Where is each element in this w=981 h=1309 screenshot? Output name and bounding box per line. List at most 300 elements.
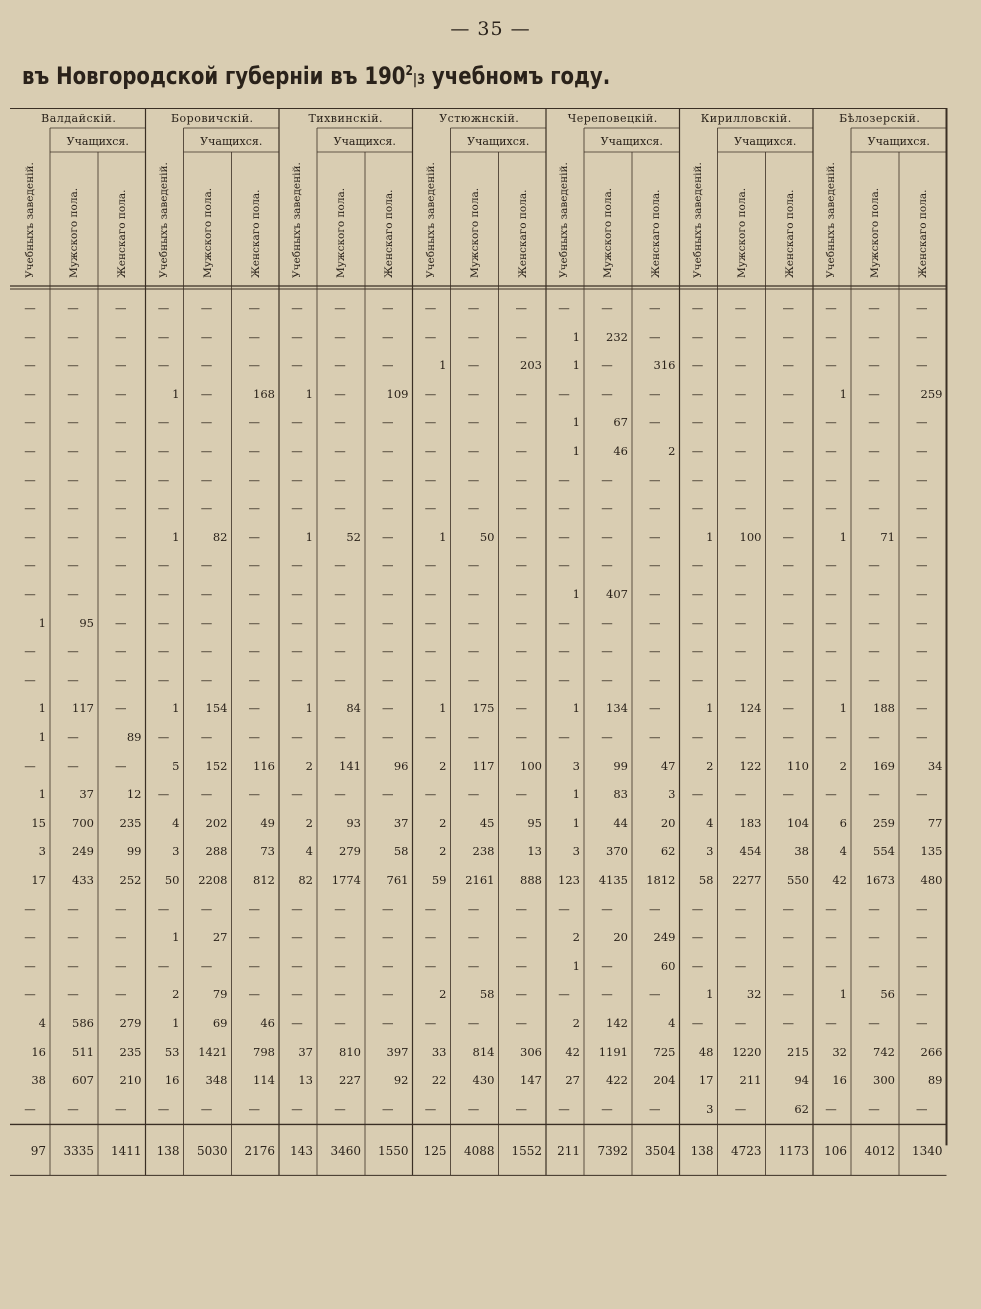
table-cell: 1421 [198,1044,228,1059]
heading-text: въ Новгородской губерніи въ 190 [22,62,406,90]
table-cell: 1673 [865,873,895,887]
table-cell: — [515,901,527,916]
table-cell: — [691,587,704,601]
table-cell: — [515,444,527,458]
table-cell: — [67,329,79,344]
table-cell: — [649,386,661,401]
table-cell: 169 [873,758,895,773]
table-cell: 1 [572,787,580,802]
table-cell: — [382,358,394,373]
table-cell: — [649,501,661,516]
table-cell: 34 [927,758,943,773]
table-cell: — [157,615,170,630]
table-cell: — [782,329,794,344]
table-cell: 38 [794,844,809,859]
table-cell: — [24,672,36,687]
table-cell: 554 [873,844,895,859]
table-cell: — [115,1101,127,1116]
table-cell: — [467,958,480,973]
table-cell: 20 [660,815,676,830]
table-cell: 62 [660,844,676,859]
table-cell: 32 [746,987,762,1002]
institutions-header: Учебныхъ заведеній. [424,162,437,278]
total-cell: 138 [156,1144,180,1159]
table-cell: — [248,358,260,373]
table-cell: — [334,930,346,945]
table-cell: 42 [565,1044,580,1059]
table-cell: — [115,444,127,458]
table-cell: 607 [72,1073,94,1088]
table-cell: 77 [927,815,943,830]
table-cell: — [691,415,704,430]
table-cell: — [782,730,794,744]
table-cell: 17 [31,873,46,887]
table-cell: — [334,987,346,1002]
table-cell: — [115,758,127,773]
table-cell: — [248,529,260,544]
table-cell: — [691,958,704,973]
table-cell: — [424,501,437,516]
table-cell: — [248,1101,260,1116]
table-cell: 2 [172,987,180,1002]
heading-sub: |3 [412,72,426,88]
table-cell: — [24,501,36,516]
table-cell: — [157,672,170,687]
table-cell: — [382,415,394,430]
table-cell: 3 [572,844,580,859]
table-cell: — [601,386,613,401]
table-cell: — [558,301,570,315]
table-cell: — [515,787,527,802]
table-cell: — [601,1101,613,1116]
students-header: Учащихся. [600,135,663,148]
table-cell: — [515,329,527,344]
table-cell: 422 [606,1073,628,1088]
total-cell: 106 [824,1144,847,1159]
table-cell: — [424,587,437,601]
table-cell: 235 [119,1044,142,1059]
table-cell: 1 [572,444,580,458]
table-cell: 99 [613,758,628,773]
table-cell: — [248,415,260,430]
table-cell: — [782,386,794,401]
table-cell: — [157,1101,170,1116]
table-cell: 142 [606,1016,628,1030]
table-cell: — [382,730,394,744]
table-cell: 134 [606,701,628,716]
table-cell: — [24,1101,36,1116]
table-cell: — [467,444,480,458]
table-cell: — [782,501,794,516]
table-cell: 16 [31,1044,46,1059]
table-cell: — [157,301,170,315]
table-cell: — [467,1016,480,1030]
table-cell: 37 [79,787,94,802]
table-cell: 348 [205,1073,228,1088]
table-cell: — [782,987,794,1002]
table-cell: — [825,358,837,373]
table-cell: 1 [38,701,46,716]
table-cell: — [691,472,704,487]
table-cell: 33 [431,1044,447,1059]
table-cell: — [248,587,260,601]
table-cell: 116 [253,758,275,773]
total-cell: 211 [557,1144,580,1159]
table-cell: — [382,958,394,973]
table-cell: 1 [172,930,180,945]
table-cell: — [334,358,346,373]
table-cell: 93 [346,815,361,830]
district-header: Бѣлозерскій. [839,112,921,125]
table-cell: — [782,472,794,487]
table-cell: 48 [698,1044,714,1059]
table-cell: — [649,472,661,487]
table-cell: — [424,615,437,630]
table-cell: — [734,472,747,487]
table-cell: — [734,930,747,945]
table-cell: 27 [212,930,228,945]
table-cell: — [868,472,880,487]
table-cell: — [868,1016,880,1030]
table-cell: 316 [653,358,676,373]
male-header: Мужского пола. [735,187,748,278]
table-cell: — [782,301,794,315]
table-cell: 812 [253,873,275,887]
table-cell: — [916,358,928,373]
table-cell: — [382,987,394,1002]
table-cell: — [115,386,127,401]
total-cell: 1340 [911,1144,943,1159]
table-cell: — [334,558,346,573]
table-cell: — [916,1016,928,1030]
table-cell: 122 [739,758,762,773]
table-cell: 1 [706,701,714,716]
table-cell: — [825,730,837,744]
table-cell: — [67,558,79,573]
table-cell: 16 [832,1073,847,1088]
table-cell: — [691,329,704,344]
table-cell: 1 [439,701,447,716]
male-header: Мужского пола. [869,187,881,278]
table-cell: — [734,901,747,916]
table-cell: — [601,730,613,744]
table-cell: — [24,558,36,573]
table-cell: 1 [839,529,847,544]
table-cell: 1 [38,730,46,744]
district-header: Кирилловскій. [700,112,792,125]
table-cell: — [868,358,880,373]
table-cell: — [734,615,747,630]
table-cell: — [868,301,880,315]
table-cell: — [382,472,394,487]
table-cell: — [515,930,527,945]
institutions-header: Учебныхъ заведеній. [825,162,837,278]
table-cell: — [334,301,346,315]
table-cell: 46 [260,1016,275,1030]
table-cell: — [248,901,260,916]
total-cell: 125 [423,1144,447,1159]
table-cell: — [334,1016,346,1030]
page-heading [22,62,610,90]
table-cell: — [291,558,303,573]
table-cell: — [515,672,527,687]
table-cell: — [916,444,928,458]
table-cell: 50 [164,873,180,887]
table-cell: — [67,501,79,516]
table-cell: — [24,444,36,458]
table-cell: 259 [920,386,943,401]
table-cell: — [115,901,127,916]
table-cell: — [334,329,346,344]
table-cell: — [916,529,928,544]
table-cell: — [157,787,170,802]
table-cell: — [291,415,303,430]
table-cell: — [515,472,527,487]
table-cell: — [916,701,928,716]
table-cell: — [916,301,928,315]
table-cell: — [115,558,127,573]
table-cell: 1 [172,386,180,401]
table-cell: 95 [79,615,94,630]
table-cell: — [200,386,213,401]
total-cell: 143 [290,1144,313,1159]
table-cell: — [291,787,303,802]
table-cell: 49 [260,815,275,830]
institutions-header: Учебныхъ заведеній. [24,162,36,278]
table-cell: 69 [212,1016,228,1030]
table-cell: — [558,1101,570,1116]
table-cell: 2277 [732,873,762,887]
district-header: Боровичскій. [170,112,254,125]
table-cell: 92 [393,1073,409,1088]
table-cell: — [734,787,747,802]
table-cell: — [734,558,747,573]
table-cell: 52 [346,529,361,544]
table-cell: 42 [832,873,847,887]
table-cell: 397 [386,1044,409,1059]
table-cell: 454 [739,844,762,859]
male-header: Мужского пола. [68,187,80,278]
table-cell: — [649,301,661,315]
table-cell: 100 [739,529,762,544]
table-cell: 888 [520,873,542,887]
table-cell: 67 [613,415,628,430]
institutions-header: Учебныхъ заведеній. [291,162,303,278]
table-cell: 203 [520,358,542,373]
table-cell: — [382,329,394,344]
table-cell: — [558,901,570,916]
table-cell: 202 [205,815,228,830]
table-cell: — [115,529,127,544]
table-cell: — [248,501,260,516]
table-cell: — [424,472,437,487]
table-cell: — [916,958,928,973]
table-cell: — [334,730,346,744]
heading-tail: учебномъ году. [425,62,611,90]
table-cell: 15 [31,815,46,830]
table-cell: — [649,987,661,1002]
total-cell: 3504 [644,1144,676,1159]
table-cell: — [115,301,127,315]
table-cell: — [424,386,437,401]
table-cell: 725 [653,1044,676,1059]
table-cell: — [782,644,794,659]
students-header: Учащихся. [200,135,263,148]
table-cell: — [558,386,570,401]
table-cell: — [868,615,880,630]
table-cell: — [467,730,480,744]
table-cell: — [558,644,570,659]
table-cell: 430 [472,1073,495,1088]
table-cell: 238 [472,844,495,859]
table-cell: — [382,301,394,315]
table-cell: — [291,587,303,601]
table-cell: 1 [839,987,847,1002]
table-cell: — [115,987,127,1002]
table-cell: — [649,901,661,916]
table-cell: 2 [706,758,714,773]
table-cell: — [825,1016,837,1030]
table-cell: — [782,1016,794,1030]
table-cell: — [467,1101,480,1116]
table-cell: — [248,730,260,744]
table-cell: — [734,1016,747,1030]
table-cell: — [291,644,303,659]
table-cell: 53 [164,1044,180,1059]
table-cell: — [825,672,837,687]
total-cell: 1173 [778,1144,809,1159]
table-cell: — [115,615,127,630]
table-cell: — [734,329,747,344]
table-cell: — [67,415,79,430]
table-cell: — [782,587,794,601]
table-cell: 62 [794,1101,809,1116]
table-cell: — [691,615,704,630]
table-cell: — [916,415,928,430]
table-cell: — [157,958,170,973]
table-cell: — [515,558,527,573]
table-cell: — [868,587,880,601]
table-cell: 798 [253,1044,275,1059]
total-cell: 4088 [463,1144,495,1159]
table-cell: — [649,701,661,716]
table-cell: — [515,301,527,315]
table-cell: — [67,930,79,945]
table-cell: — [291,930,303,945]
table-cell: — [467,587,480,601]
table-cell: — [734,358,747,373]
table-cell: — [382,529,394,544]
table-cell: — [734,672,747,687]
table-cell: — [601,301,613,315]
table-cell: — [67,672,79,687]
table-cell: — [248,701,260,716]
table-cell: — [782,615,794,630]
table-cell: 2 [572,930,580,945]
table-cell: 27 [565,1073,580,1088]
table-cell: — [691,930,704,945]
table-cell: — [558,558,570,573]
table-cell: — [334,1101,346,1116]
table-cell: 279 [339,844,361,859]
table-cell: 13 [298,1073,313,1088]
page-number: — 35 — [450,18,531,40]
table-cell: — [515,987,527,1002]
table-cell: 82 [212,529,228,544]
table-cell: — [825,587,837,601]
total-cell: 3460 [330,1144,361,1159]
table-cell: — [24,901,36,916]
table-cell: 152 [205,758,228,773]
students-header: Учащихся. [467,135,530,148]
table-cell: 210 [119,1073,142,1088]
table-cell: 586 [72,1016,94,1030]
table-cell: 4 [668,1016,676,1030]
table-cell: — [248,672,260,687]
table-cell: — [424,958,437,973]
table-cell: — [601,987,613,1002]
table-cell: — [515,501,527,516]
table-cell: 761 [386,873,409,887]
table-cell: — [825,901,837,916]
table-cell: — [691,644,704,659]
table-cell: — [334,787,346,802]
table-cell: — [868,672,880,687]
table-cell: — [157,472,170,487]
table-cell: 37 [393,815,409,830]
table-cell: — [467,301,480,315]
table-cell: — [467,615,480,630]
table-cell: — [115,472,127,487]
table-cell: — [601,558,613,573]
table-cell: — [649,558,661,573]
table-cell: 215 [787,1044,809,1059]
table-cell: — [291,958,303,973]
table-cell: — [67,529,79,544]
table-cell: — [200,787,213,802]
total-cell: 1550 [377,1144,409,1159]
table-cell: 1 [572,329,580,344]
table-cell: — [248,444,260,458]
table-cell: 1774 [331,873,361,887]
table-cell: — [248,472,260,487]
table-cell: 1 [172,701,180,716]
table-cell: — [649,329,661,344]
table-cell: — [382,644,394,659]
table-cell: — [382,558,394,573]
table-cell: — [200,444,213,458]
female-header: Женскаго пола. [249,189,262,278]
female-header: Женскаго пола. [650,189,662,278]
table-cell: 249 [72,844,94,859]
table-cell: — [248,644,260,659]
table-cell: — [782,558,794,573]
table-cell: — [558,472,570,487]
table-cell: — [67,644,79,659]
table-cell: 44 [613,815,628,830]
table-cell: — [291,987,303,1002]
table-cell: 56 [880,987,895,1002]
table-cell: — [115,672,127,687]
table-cell: — [649,529,661,544]
table-cell: — [825,558,837,573]
total-cell: 2176 [244,1144,275,1159]
table-cell: — [558,501,570,516]
table-cell: 124 [739,701,762,716]
table-cell: — [248,558,260,573]
table-cell: — [334,958,346,973]
table-cell: — [67,1101,79,1116]
